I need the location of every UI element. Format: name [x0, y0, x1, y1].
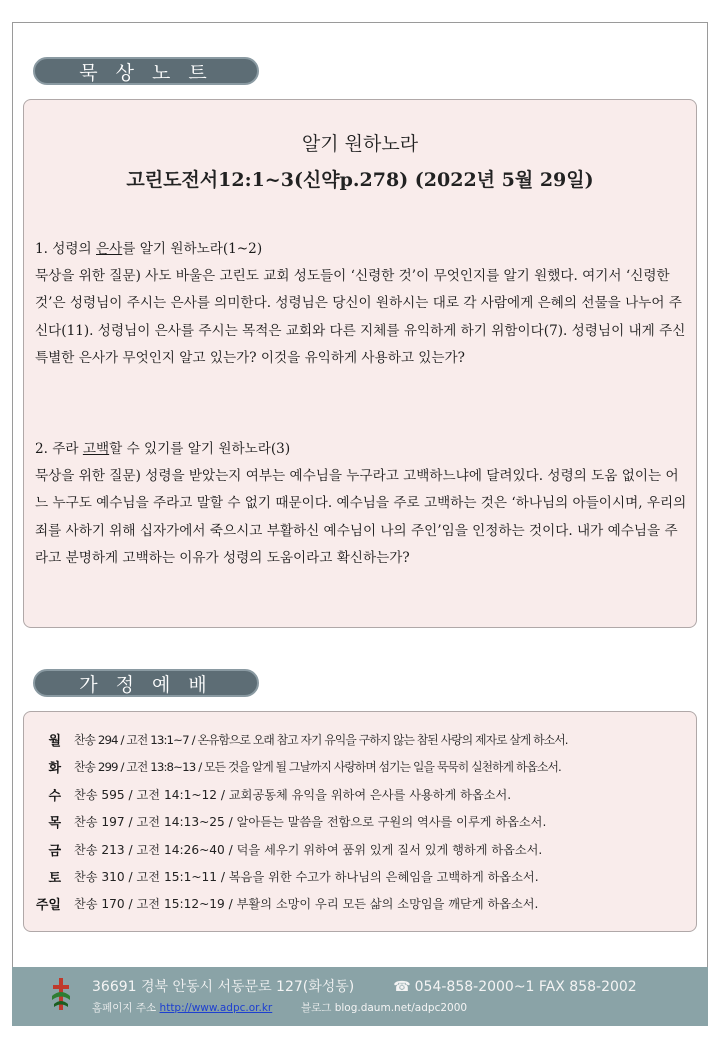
- worship-row-fri: [33, 838, 688, 860]
- point-2-heading: [35, 436, 687, 463]
- worship-row-mon: [33, 728, 688, 750]
- sermon-title: 알기 원하노라: [301, 133, 419, 155]
- homepage-label: 홈페이지 주소: [92, 1002, 157, 1014]
- point-1-heading-pre: 1. 성령의: [35, 241, 97, 257]
- day-label: 화: [48, 760, 61, 776]
- point-2-heading-pre: 2. 주라: [35, 441, 83, 457]
- point-1-body: 묵상을 위한 질문) 사도 바울은 고린도 교회 성도들이 ‘신령한 것’이 무엇인지를 알기 원했다. 여기서 ‘신령한 것’은 성령님이 주시는 은사를 의미한다. 성령님은 당신이 원하시는 대로 각 사람에게 은혜의 선물을 나누어 주신다(11). 성령님이 은사를 주시는 목적은 교회와 다른 지체를 유익하게 하기 위함이다(7). 성령님이 내게 주신 특별한 은사가 무엇인지 알고 있는가? 이것을 유익하게 사용하고 있는가?: [35, 268, 686, 366]
- worship-text: 찬송 595 / 고전 14:1~12 / 교회공동체 유익을 위하여 은사를 사용하게 하옵소서.: [74, 787, 512, 802]
- worship-row-sun: [33, 892, 688, 914]
- day-label: 주일: [35, 897, 61, 913]
- worship-row-wed: [33, 783, 688, 805]
- footer: [12, 967, 708, 1026]
- cross-logo-icon: [50, 976, 72, 1012]
- footer-phone: 054-858-2000~1 FAX 858-2002: [414, 979, 637, 995]
- homepage-link[interactable]: http://www.adpc.or.kr: [159, 1002, 273, 1014]
- point-2: [35, 436, 687, 572]
- worship-text: 찬송 294 / 고전 13:1~7 / 온유함으로 오래 참고 자기 유익을 구하지 않는 참된 사랑의 제자로 살게 하소서.: [74, 732, 568, 747]
- phone-icon: ☎: [393, 979, 411, 995]
- day-label: 토: [48, 870, 61, 886]
- point-2-heading-underline: 고백: [82, 441, 110, 457]
- worship-text: 찬송 170 / 고전 15:12~19 / 부활의 소망이 우리 모든 삶의 소망임을 깨닫게 하옵소서.: [74, 896, 539, 911]
- day-label: 월: [48, 733, 61, 749]
- point-1: [35, 236, 687, 372]
- worship-row-thu: [33, 810, 688, 832]
- family-worship-heading: 가 정 예 배: [33, 669, 259, 697]
- worship-text: 찬송 213 / 고전 14:26~40 / 덕을 세우기 위하여 품위 있게 질서 있게 행하게 하옵소서.: [74, 842, 543, 857]
- footer-address: 36691 경북 안동시 서동문로 127(화성동): [92, 979, 355, 995]
- point-2-body: 묵상을 위한 질문) 성령을 받았는지 여부는 예수님을 누구라고 고백하느냐에 달려있다. 성령의 도움 없이는 어느 누구도 예수님을 주라고 말할 수 없기 때문이다. 예수님을 주로 고백하는 것은 ‘하나님의 아들이시며, 우리의 죄를 사하기 위해 십자가에서 죽으시고 부활하신 예수님이 나의 주인’임을 인정하는 것이다. 내가 예수님을 주라고 분명하게 고백하는 이유가 성령의 도움이라고 확신하는가?: [35, 468, 687, 566]
- point-1-heading: [35, 236, 687, 263]
- worship-row-tue: [33, 755, 688, 777]
- meditation-heading: 묵 상 노 트: [33, 57, 259, 85]
- day-label: 목: [48, 815, 61, 831]
- scripture-reference: 고린도전서12:1~3(신약p.278) (2022년 5월 29일): [126, 169, 594, 191]
- point-1-heading-post: 를 알기 원하노라(1~2): [122, 241, 263, 257]
- footer-web-line: [92, 1000, 467, 1015]
- worship-text: 찬송 197 / 고전 14:13~25 / 알아듣는 말씀을 전함으로 구원의 역사를 이루게 하옵소서.: [74, 814, 547, 829]
- day-label: 수: [48, 788, 61, 804]
- worship-row-sat: [33, 865, 688, 887]
- day-label: 금: [48, 843, 61, 859]
- footer-contact-line: [92, 976, 637, 996]
- worship-text: 찬송 299 / 고전 13:8~13 / 모든 것을 알게 될 그날까지 사랑하며 섬기는 일을 묵묵히 실천하게 하옵소서.: [74, 759, 561, 774]
- point-1-heading-underline: 은사: [96, 241, 123, 257]
- worship-text: 찬송 310 / 고전 15:1~11 / 복음을 위한 수고가 하나님의 은혜임을 고백하게 하옵소서.: [74, 869, 539, 884]
- blog-label: 블로그 blog.daum.net/adpc2000: [300, 1002, 468, 1014]
- point-2-heading-post: 할 수 있기를 알기 원하노라(3): [109, 441, 291, 457]
